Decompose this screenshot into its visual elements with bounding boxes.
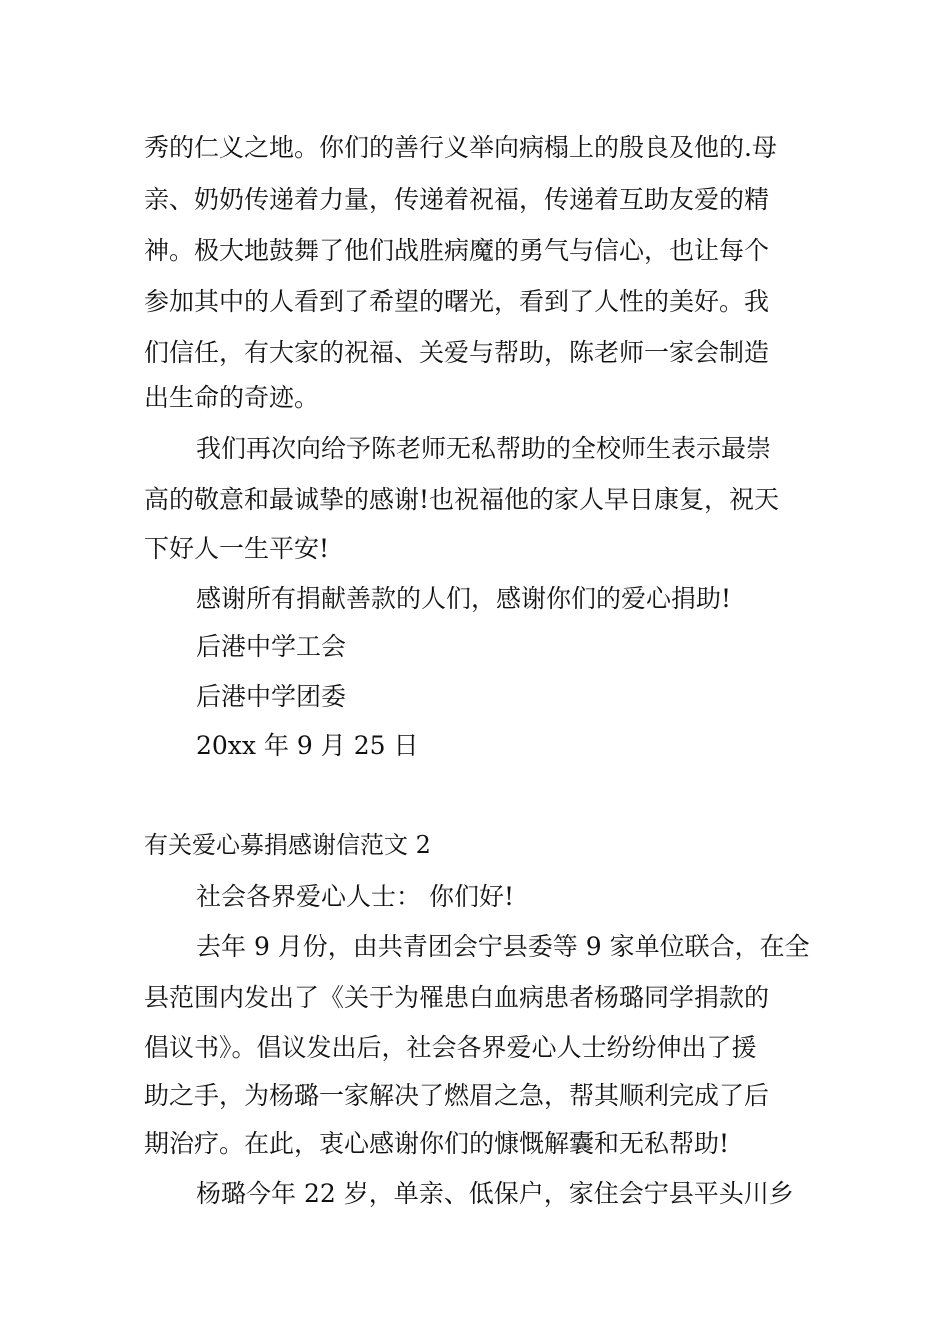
letter1-thanks-line: 感谢所有捐献善款的人们，感谢你们的爱心捐助! [196,584,732,613]
letter1-para2-line-3: 下好人一生平安! [144,534,330,563]
letter1-signature-youth-league: 后港中学团委 [196,682,347,711]
letter2-para1-line-5: 期治疗。在此，衷心感谢你们的慷慨解囊和无私帮助! [144,1129,730,1158]
letter1-para2-line-1: 我们再次向给予陈老师无私帮助的全校师生表示最崇 [196,434,772,463]
letter2-salutation: 社会各界爱心人士： 你们好! [196,882,514,911]
letter1-date: 20xx 年 9 月 25 日 [196,731,419,760]
letter2-para2-line-1: 杨璐今年 22 岁，单亲、低保户，家住会宁县平头川乡 [196,1179,794,1208]
letter2-para1-line-1: 去年 9 月份，由共青团会宁县委等 9 家单位联合，在全 [196,932,810,961]
letter2-title: 有关爱心募捐感谢信范文 2 [144,831,431,859]
letter2-para1-line-2: 县范围内发出了《关于为罹患白血病患者杨璐同学捐款的 [144,983,770,1012]
letter1-body-line-6: 出生命的奇迹。 [144,383,320,412]
letter1-body-line-2: 亲、奶奶传递着力量，传递着祝福，传递着互助友爱的精 [144,185,770,214]
letter1-body-line-1: 秀的仁义之地。你们的善行义举向病榻上的殷良及他的.母 [144,133,777,162]
letter1-signature-union: 后港中学工会 [196,632,347,661]
letter2-para1-line-3: 倡议书》。倡议发出后，社会各界爱心人士纷纷伸出了援 [144,1033,757,1062]
letter1-body-line-5: 们信任，有大家的祝福、关爱与帮助，陈老师一家会制造 [144,338,770,367]
letter1-para2-line-2: 高的敬意和最诚挚的感谢!也祝福他的家人早日康复，祝天 [144,485,780,514]
letter1-body-line-3: 神。极大地鼓舞了他们战胜病魔的勇气与信心，也让每个 [144,236,770,265]
letter2-para1-line-4: 助之手，为杨璐一家解决了燃眉之急，帮其顺利完成了后 [144,1081,770,1110]
letter1-body-line-4: 参加其中的人看到了希望的曙光，看到了人性的美好。我 [144,287,770,316]
